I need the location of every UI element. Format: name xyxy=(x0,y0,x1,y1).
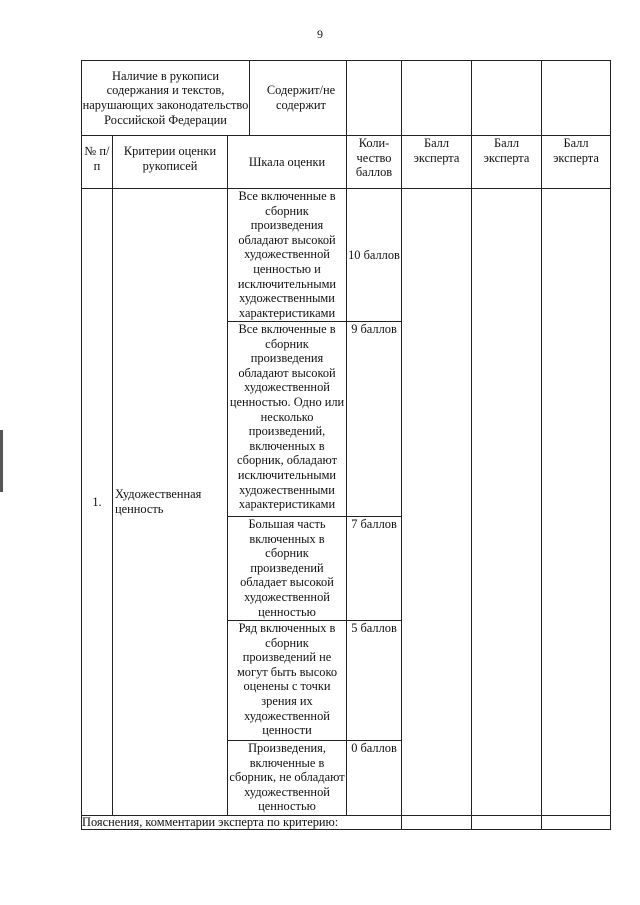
points-level-2: 9 баллов xyxy=(347,322,402,517)
manuscript-expert1-cell xyxy=(402,61,472,136)
points-level-1: 10 баллов xyxy=(347,189,402,322)
manuscript-content-cell xyxy=(82,61,347,136)
manuscript-expert3-cell xyxy=(542,61,611,136)
evaluation-table xyxy=(81,60,611,830)
header-points: Коли-чество баллов xyxy=(347,136,402,189)
header-scale: Шкала оценки xyxy=(228,136,347,189)
scale-level-1: Все включенные в сборник произведения обладают высокой художественной ценностью и исключительными художественными характеристиками xyxy=(228,189,347,322)
points-level-4: 5 баллов xyxy=(347,621,402,741)
scale-level-2: Все включенные в сборник произведения обладают высокой художественной ценностью. Одно или несколько произведений, включенных в сборник, обладают исключительными художественными характеристиками xyxy=(228,322,347,517)
scale-level-3: Большая часть включенных в сборник произведений обладает высокой художественной ценностью xyxy=(228,517,347,621)
manuscript-expert2-cell xyxy=(472,61,542,136)
header-row xyxy=(82,136,611,189)
points-level-3: 7 баллов xyxy=(347,517,402,621)
criterion-row xyxy=(82,189,611,322)
expert-2-score-cell xyxy=(472,189,542,816)
criterion-name: Художественная ценность xyxy=(113,189,228,816)
comments-expert-1[interactable] xyxy=(402,816,472,830)
expert-1-score-cell xyxy=(402,189,472,816)
header-expert-3: Балл эксперта xyxy=(542,136,611,189)
header-criteria: Критерии оценки рукописей xyxy=(113,136,228,189)
header-expert-2: Балл эксперта xyxy=(472,136,542,189)
manuscript-content-value: Содержит/не содержит xyxy=(266,83,336,112)
manuscript-content-row xyxy=(82,61,611,136)
expert-3-score-cell xyxy=(542,189,611,816)
scan-margin-mark xyxy=(0,430,3,492)
comments-expert-3[interactable] xyxy=(542,816,611,830)
comments-expert-2[interactable] xyxy=(472,816,542,830)
scale-level-4: Ряд включенных в сборник произведений не могут быть высоко оценены с точки зрения их художественной ценности xyxy=(228,621,347,741)
criterion-number: 1. xyxy=(82,189,113,816)
header-num: № п/п xyxy=(82,136,113,189)
manuscript-content-label: Наличие в рукописи содержания и текстов, нарушающих законодательство Российской Федерации xyxy=(82,61,250,135)
comments-row xyxy=(82,816,611,830)
scale-level-5: Произведения, включенные в сборник, не обладают художественной ценностью xyxy=(228,741,347,816)
points-level-5: 0 баллов xyxy=(347,741,402,816)
page-number: 9 xyxy=(317,27,323,41)
header-expert-1: Балл эксперта xyxy=(402,136,472,189)
comments-label: Пояснения, комментарии эксперта по критерию: xyxy=(82,816,402,830)
manuscript-points-cell xyxy=(347,61,402,136)
